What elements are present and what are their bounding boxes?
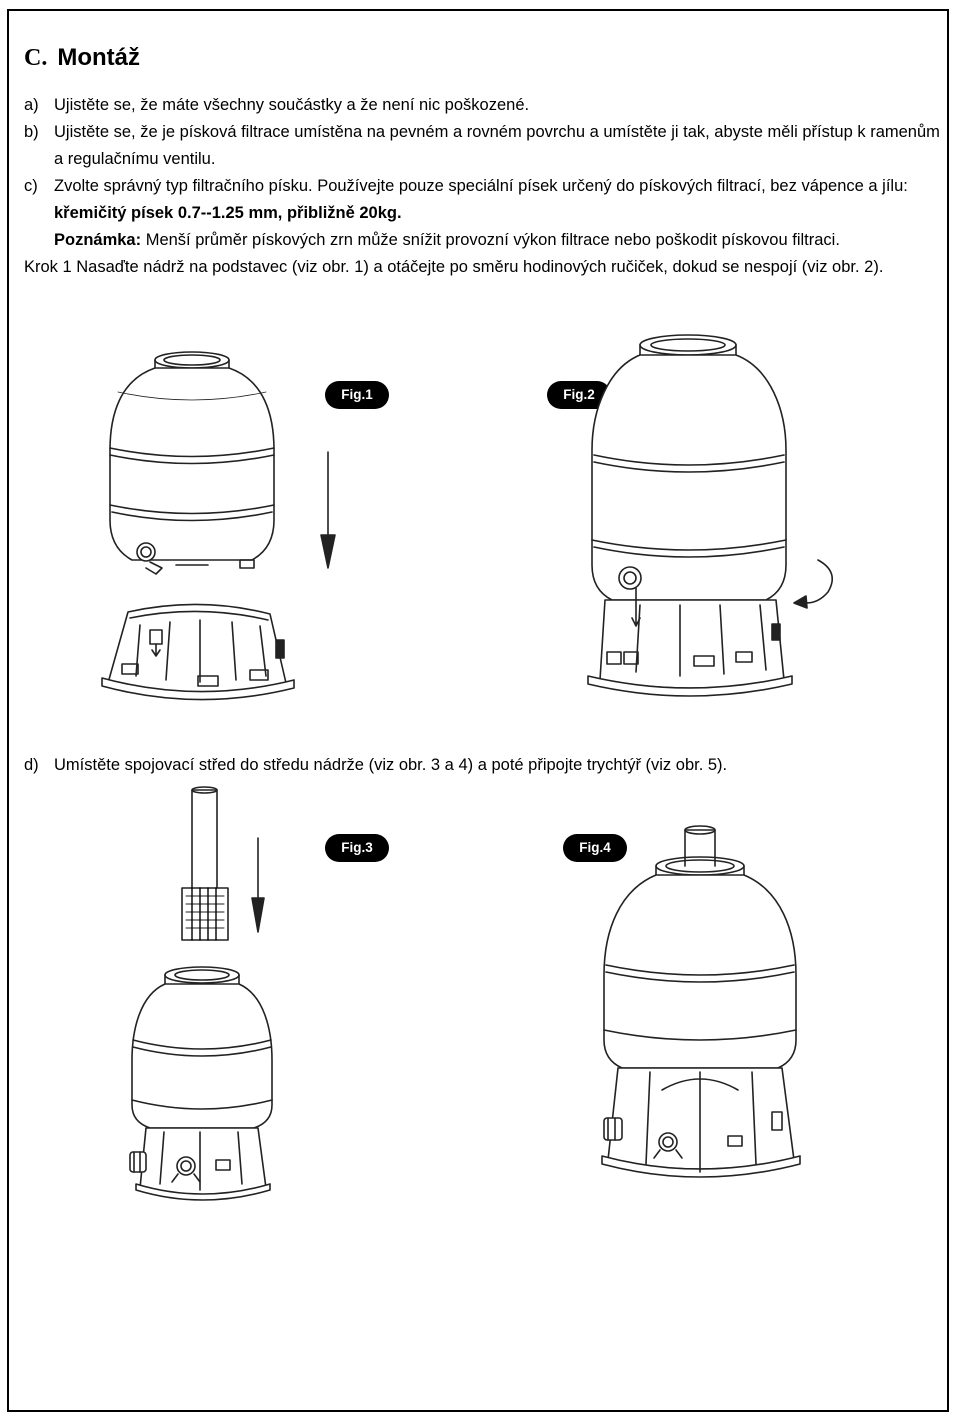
fig2-label: Fig.2 bbox=[547, 381, 611, 409]
fig1-tank-illustration bbox=[110, 352, 274, 574]
section-letter: C. bbox=[24, 45, 48, 71]
fig2-tank-illustration bbox=[588, 335, 792, 696]
fig1-base-illustration bbox=[102, 604, 294, 699]
note-label: Poznámka: bbox=[54, 231, 142, 249]
fig2-rotate-arrow bbox=[794, 560, 832, 608]
fig1-label: Fig.1 bbox=[325, 381, 389, 409]
item-a-prefix: a) bbox=[24, 96, 39, 114]
item-c-prefix: c) bbox=[24, 177, 38, 195]
item-a-text: Ujistěte se, že máte všechny součástky a že není nic poškozené. bbox=[54, 96, 530, 114]
item-d-text: Umístěte spojovací střed do středu nádrže (viz obr. 3 a 4) a poté připojte trychtýř (viz obr. 5). bbox=[54, 756, 728, 774]
fig4-tank-illustration bbox=[602, 826, 800, 1177]
item-d-prefix: d) bbox=[24, 756, 39, 774]
fig3-tank-illustration bbox=[130, 967, 272, 1200]
note-text: Menší průměr pískových zrn může snížit provozní výkon filtrace nebo poškodit pískovou filtraci. bbox=[141, 231, 840, 249]
item-c-bold: křemičitý písek 0.7--1.25 mm, přibližně 20kg. bbox=[54, 204, 402, 222]
fig3-down-arrow bbox=[252, 838, 264, 932]
fig3-pipe-illustration bbox=[182, 787, 228, 940]
section-title: Montáž bbox=[57, 44, 140, 71]
item-b-text: Ujistěte se, že je písková filtrace umístěna na pevném a rovném povrchu a umístěte ji tak, abyste měli přístup k ramenům a regulačnímu ventilu. bbox=[54, 123, 940, 168]
fig4-label: Fig.4 bbox=[563, 834, 627, 862]
fig3-label: Fig.3 bbox=[325, 834, 389, 862]
item-b-prefix: b) bbox=[24, 123, 39, 141]
fig1-down-arrow bbox=[321, 452, 335, 568]
item-c-text: Zvolte správný typ filtračního písku. Používejte pouze speciální písek určený do pískových filtrací, bez vápence a jílu: bbox=[54, 177, 908, 195]
step1-text: Krok 1 Nasaďte nádrž na podstavec (viz obr. 1) a otáčejte po směru hodinových ručiček, dokud se nespojí (viz obr. 2). bbox=[24, 258, 884, 276]
